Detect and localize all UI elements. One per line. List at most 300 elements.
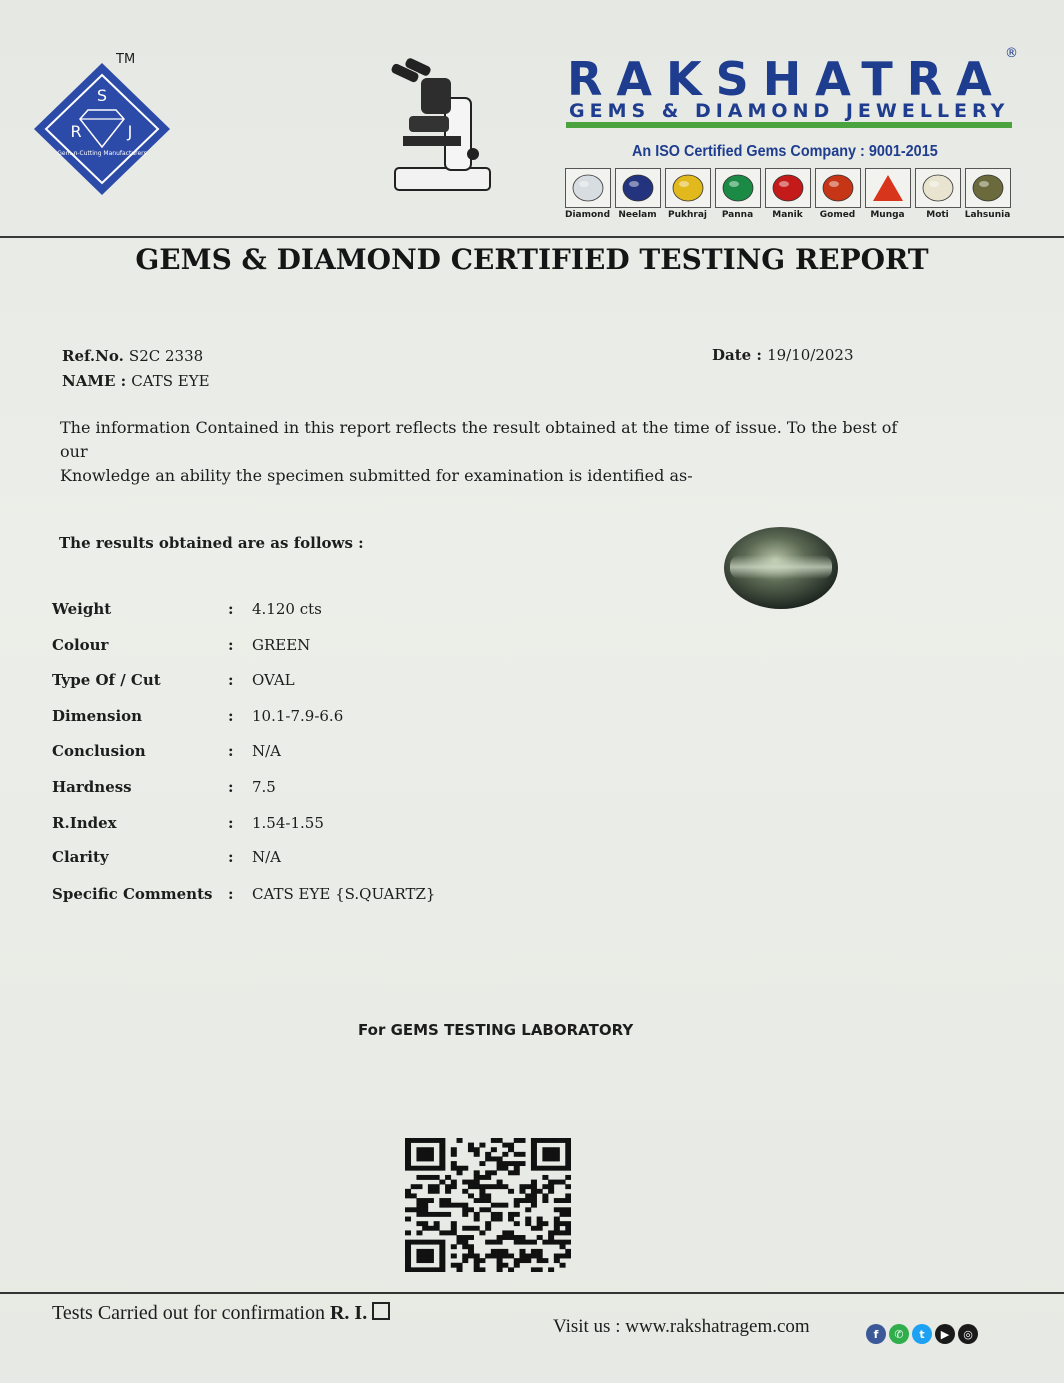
- qr-module: [405, 1267, 411, 1272]
- qr-module: [514, 1235, 520, 1240]
- qr-module: [519, 1189, 525, 1194]
- qr-module: [519, 1249, 525, 1254]
- gem-munga: [864, 168, 911, 220]
- qr-module: [531, 1138, 537, 1143]
- qr-module: [474, 1170, 480, 1175]
- qr-module: [554, 1180, 560, 1185]
- qr-module: [445, 1230, 451, 1235]
- qr-module: [457, 1138, 463, 1143]
- qr-module: [542, 1240, 548, 1245]
- qr-module: [474, 1263, 480, 1268]
- qr-module: [416, 1138, 422, 1143]
- qr-module: [474, 1175, 480, 1180]
- qr-module: [497, 1235, 503, 1240]
- qr-module: [554, 1226, 560, 1231]
- qr-module: [428, 1189, 434, 1194]
- qr-module: [565, 1138, 571, 1143]
- qr-module: [474, 1180, 480, 1185]
- qr-module: [502, 1143, 508, 1148]
- qr-module: [508, 1254, 514, 1259]
- qr-module: [422, 1152, 428, 1157]
- property-separator: :: [228, 884, 234, 903]
- qr-module: [428, 1147, 434, 1152]
- intro-line-2: Knowledge an ability the specimen submitted for examination is identified as-: [60, 466, 693, 485]
- property-separator: :: [228, 706, 234, 725]
- qr-module: [422, 1203, 428, 1208]
- qr-module: [491, 1212, 497, 1217]
- qr-module: [405, 1249, 411, 1254]
- qr-module: [445, 1189, 451, 1194]
- qr-module: [537, 1249, 543, 1254]
- qr-module: [416, 1212, 422, 1217]
- qr-module: [502, 1161, 508, 1166]
- date-label: Date :: [712, 346, 762, 364]
- qr-module: [565, 1184, 571, 1189]
- qr-module: [565, 1226, 571, 1231]
- report-title: GEMS & DIAMOND CERTIFIED TESTING REPORT: [135, 243, 929, 276]
- qr-module: [411, 1207, 417, 1212]
- qr-module: [554, 1166, 560, 1171]
- qr-module: [519, 1258, 525, 1263]
- qr-module: [462, 1203, 468, 1208]
- qr-module: [565, 1207, 571, 1212]
- qr-module: [497, 1161, 503, 1166]
- qr-module: [479, 1161, 485, 1166]
- qr-module: [468, 1147, 474, 1152]
- qr-module: [439, 1143, 445, 1148]
- qr-module: [422, 1212, 428, 1217]
- qr-module: [439, 1138, 445, 1143]
- qr-module: [457, 1203, 463, 1208]
- qr-module: [416, 1156, 422, 1161]
- qr-module: [560, 1198, 566, 1203]
- qr-module: [491, 1203, 497, 1208]
- qr-module: [548, 1184, 554, 1189]
- qr-module: [508, 1161, 514, 1166]
- qr-module: [531, 1156, 537, 1161]
- social-icons: [866, 1324, 978, 1344]
- qr-module: [439, 1152, 445, 1157]
- qr-code: [405, 1138, 571, 1272]
- qr-module: [416, 1221, 422, 1226]
- tests-bold: R. I.: [329, 1302, 368, 1324]
- qr-module: [485, 1193, 491, 1198]
- qr-module: [542, 1198, 548, 1203]
- qr-module: [416, 1147, 422, 1152]
- tests-note: [52, 1302, 390, 1325]
- ref-value: S2C 2338: [128, 347, 204, 365]
- qr-module: [474, 1258, 480, 1263]
- qr-module: [531, 1203, 537, 1208]
- qr-module: [502, 1249, 508, 1254]
- gem-icon: [965, 168, 1011, 208]
- svg-text:J: J: [127, 122, 133, 141]
- qr-module: [434, 1184, 440, 1189]
- qr-module: [468, 1254, 474, 1259]
- qr-module: [462, 1240, 468, 1245]
- qr-module: [560, 1254, 566, 1259]
- qr-module: [497, 1249, 503, 1254]
- name-value: CATS EYE: [131, 372, 210, 390]
- qr-module: [491, 1240, 497, 1245]
- qr-module: [428, 1226, 434, 1231]
- qr-module: [502, 1203, 508, 1208]
- qr-module: [445, 1212, 451, 1217]
- qr-module: [405, 1230, 411, 1235]
- qr-module: [491, 1249, 497, 1254]
- qr-module: [565, 1198, 571, 1203]
- property-separator: :: [228, 778, 234, 796]
- qr-module: [479, 1198, 485, 1203]
- qr-module: [502, 1184, 508, 1189]
- qr-module: [519, 1152, 525, 1157]
- svg-text:Gem-n-Cutting Manufacturers: Gem-n-Cutting Manufacturers: [57, 150, 147, 157]
- qr-module: [497, 1184, 503, 1189]
- qr-module: [531, 1189, 537, 1194]
- gem-gomed: [814, 168, 861, 220]
- tests-text: Tests Carried out for confirmation: [52, 1302, 325, 1324]
- qr-module: [405, 1138, 411, 1143]
- qr-module: [542, 1166, 548, 1171]
- whatsapp-icon[interactable]: ✆: [889, 1324, 909, 1344]
- lab-signature-line: For GEMS TESTING LABORATORY: [358, 1021, 634, 1039]
- qr-module: [422, 1147, 428, 1152]
- qr-module: [462, 1254, 468, 1259]
- qr-module: [542, 1175, 548, 1180]
- qr-module: [405, 1193, 411, 1198]
- qr-module: [565, 1230, 571, 1235]
- gem-lahsunia: [964, 168, 1011, 220]
- qr-module: [451, 1161, 457, 1166]
- qr-module: [548, 1152, 554, 1157]
- qr-module: [560, 1207, 566, 1212]
- qr-module: [560, 1138, 566, 1143]
- gem-icon: [815, 168, 861, 208]
- qr-module: [542, 1138, 548, 1143]
- qr-module: [542, 1221, 548, 1226]
- gem-label: Manik: [772, 210, 803, 220]
- qr-module: [565, 1166, 571, 1171]
- property-separator: :: [228, 671, 234, 690]
- tagline-underline: [566, 122, 1012, 128]
- qr-module: [548, 1156, 554, 1161]
- qr-module: [565, 1254, 571, 1259]
- qr-module: [548, 1189, 554, 1194]
- qr-module: [422, 1249, 428, 1254]
- qr-module: [508, 1189, 514, 1194]
- qr-module: [422, 1156, 428, 1161]
- qr-module: [565, 1249, 571, 1254]
- intro-paragraph: [60, 416, 930, 488]
- qr-module: [542, 1152, 548, 1157]
- qr-module: [434, 1212, 440, 1217]
- qr-module: [531, 1161, 537, 1166]
- qr-module: [497, 1258, 503, 1263]
- property-label: Clarity: [52, 848, 109, 867]
- qr-module: [439, 1166, 445, 1171]
- gem-label: Gomed: [819, 210, 856, 220]
- qr-module: [491, 1156, 497, 1161]
- qr-module: [537, 1267, 543, 1272]
- qr-module: [531, 1249, 537, 1254]
- qr-module: [422, 1258, 428, 1263]
- qr-module: [439, 1267, 445, 1272]
- qr-module: [422, 1254, 428, 1259]
- qr-module: [416, 1240, 422, 1245]
- qr-module: [422, 1240, 428, 1245]
- qr-module: [502, 1254, 508, 1259]
- qr-module: [554, 1156, 560, 1161]
- qr-module: [497, 1203, 503, 1208]
- qr-module: [514, 1258, 520, 1263]
- gem-manik: [764, 168, 811, 220]
- footer-divider: [0, 1292, 1064, 1294]
- qr-module: [479, 1207, 485, 1212]
- qr-module: [554, 1198, 560, 1203]
- qr-module: [497, 1212, 503, 1217]
- qr-module: [428, 1166, 434, 1171]
- gem-icon: [865, 168, 911, 208]
- qr-module: [548, 1180, 554, 1185]
- qr-module: [439, 1203, 445, 1208]
- qr-module: [462, 1235, 468, 1240]
- qr-module: [554, 1217, 560, 1222]
- qr-module: [451, 1263, 457, 1268]
- qr-module: [439, 1230, 445, 1235]
- qr-module: [531, 1166, 537, 1171]
- qr-module: [439, 1161, 445, 1166]
- qr-module: [405, 1156, 411, 1161]
- qr-module: [422, 1166, 428, 1171]
- property-label: Type Of / Cut: [52, 671, 161, 690]
- qr-module: [519, 1161, 525, 1166]
- qr-module: [474, 1226, 480, 1231]
- qr-module: [479, 1175, 485, 1180]
- qr-module: [525, 1193, 531, 1198]
- qr-module: [525, 1207, 531, 1212]
- qr-module: [445, 1198, 451, 1203]
- gem-label: Diamond: [564, 210, 611, 220]
- youtube-icon[interactable]: ▶: [935, 1324, 955, 1344]
- qr-module: [525, 1198, 531, 1203]
- iso-certification: An ISO Certified Gems Company : 9001-2015: [632, 143, 938, 160]
- qr-module: [560, 1212, 566, 1217]
- qr-module: [439, 1212, 445, 1217]
- qr-module: [565, 1147, 571, 1152]
- qr-module: [491, 1170, 497, 1175]
- qr-module: [565, 1193, 571, 1198]
- property-value: 4.120 cts: [252, 600, 322, 618]
- qr-module: [474, 1198, 480, 1203]
- qr-module: [542, 1184, 548, 1189]
- qr-module: [422, 1198, 428, 1203]
- qr-module: [508, 1267, 514, 1272]
- qr-module: [451, 1203, 457, 1208]
- qr-module: [422, 1267, 428, 1272]
- qr-module: [439, 1147, 445, 1152]
- property-value: 1.54-1.55: [252, 813, 324, 832]
- qr-module: [416, 1267, 422, 1272]
- qr-module: [514, 1212, 520, 1217]
- qr-module: [416, 1258, 422, 1263]
- qr-module: [531, 1267, 537, 1272]
- qr-module: [422, 1207, 428, 1212]
- checkbox-icon: [372, 1302, 390, 1320]
- property-value: 10.1-7.9-6.6: [252, 706, 344, 725]
- property-separator: :: [228, 742, 234, 761]
- microscope-icon: [385, 58, 495, 198]
- qr-module: [479, 1143, 485, 1148]
- qr-module: [485, 1170, 491, 1175]
- qr-module: [537, 1217, 543, 1222]
- qr-module: [422, 1175, 428, 1180]
- qr-module: [439, 1258, 445, 1263]
- qr-module: [537, 1166, 543, 1171]
- qr-module: [462, 1212, 468, 1217]
- instagram-icon[interactable]: ◎: [958, 1324, 978, 1344]
- qr-module: [474, 1152, 480, 1157]
- property-label: Colour: [52, 635, 109, 654]
- qr-module: [542, 1258, 548, 1263]
- qr-module: [497, 1156, 503, 1161]
- qr-module: [497, 1240, 503, 1245]
- qr-module: [451, 1180, 457, 1185]
- qr-module: [428, 1240, 434, 1245]
- property-value: N/A: [252, 742, 282, 761]
- qr-module: [405, 1166, 411, 1171]
- qr-module: [502, 1263, 508, 1268]
- qr-module: [485, 1226, 491, 1231]
- property-label: Specific Comments: [52, 884, 213, 903]
- qr-module: [416, 1198, 422, 1203]
- qr-module: [497, 1254, 503, 1259]
- gem-label: Panna: [721, 210, 754, 220]
- qr-module: [422, 1138, 428, 1143]
- company-logo: [30, 55, 180, 205]
- qr-module: [451, 1254, 457, 1259]
- qr-module: [497, 1263, 503, 1268]
- qr-module: [405, 1143, 411, 1148]
- qr-module: [405, 1161, 411, 1166]
- gem-label: Neelam: [618, 210, 657, 220]
- qr-module: [416, 1254, 422, 1259]
- qr-module: [468, 1235, 474, 1240]
- qr-module: [439, 1198, 445, 1203]
- qr-module: [474, 1217, 480, 1222]
- qr-module: [411, 1267, 417, 1272]
- qr-module: [491, 1217, 497, 1222]
- qr-module: [565, 1175, 571, 1180]
- ref-label: Ref.No.: [62, 347, 124, 365]
- twitter-icon[interactable]: t: [912, 1324, 932, 1344]
- property-label: Conclusion: [52, 742, 146, 761]
- qr-module: [485, 1254, 491, 1259]
- qr-module: [537, 1226, 543, 1231]
- qr-module: [479, 1267, 485, 1272]
- qr-module: [508, 1143, 514, 1148]
- qr-module: [445, 1203, 451, 1208]
- qr-module: [405, 1263, 411, 1268]
- qr-module: [457, 1263, 463, 1268]
- qr-module: [548, 1267, 554, 1272]
- gem-icon: [915, 168, 961, 208]
- gem-neelam: [614, 168, 661, 220]
- qr-module: [554, 1138, 560, 1143]
- qr-module: [457, 1235, 463, 1240]
- gem-strip: [564, 168, 1011, 220]
- qr-module: [502, 1230, 508, 1235]
- qr-module: [525, 1258, 531, 1263]
- qr-module: [502, 1166, 508, 1171]
- qr-module: [531, 1184, 537, 1189]
- qr-module: [462, 1258, 468, 1263]
- facebook-icon[interactable]: f: [866, 1324, 886, 1344]
- gem-icon: [615, 168, 661, 208]
- qr-module: [531, 1198, 537, 1203]
- qr-module: [542, 1193, 548, 1198]
- qr-module: [525, 1217, 531, 1222]
- qr-module: [565, 1240, 571, 1245]
- qr-module: [451, 1230, 457, 1235]
- qr-module: [405, 1152, 411, 1157]
- trademark-mark: TM: [116, 52, 136, 67]
- qr-module: [428, 1198, 434, 1203]
- qr-module: [422, 1226, 428, 1231]
- qr-module: [537, 1235, 543, 1240]
- qr-module: [439, 1240, 445, 1245]
- qr-module: [405, 1258, 411, 1263]
- qr-module: [468, 1193, 474, 1198]
- property-value: N/A: [252, 848, 282, 867]
- qr-module: [457, 1267, 463, 1272]
- qr-module: [405, 1217, 411, 1222]
- header-divider: [0, 236, 1064, 238]
- qr-module: [468, 1226, 474, 1231]
- qr-module: [485, 1156, 491, 1161]
- property-separator: :: [228, 813, 234, 832]
- qr-module: [468, 1244, 474, 1249]
- gem-icon: [565, 168, 611, 208]
- qr-module: [434, 1166, 440, 1171]
- qr-module: [560, 1263, 566, 1268]
- gem-icon: [665, 168, 711, 208]
- qr-module: [548, 1240, 554, 1245]
- qr-module: [508, 1212, 514, 1217]
- qr-module: [514, 1263, 520, 1268]
- qr-module: [542, 1147, 548, 1152]
- qr-module: [405, 1244, 411, 1249]
- qr-module: [485, 1207, 491, 1212]
- qr-module: [485, 1152, 491, 1157]
- qr-module: [416, 1152, 422, 1157]
- qr-module: [439, 1249, 445, 1254]
- qr-module: [445, 1184, 451, 1189]
- qr-module: [537, 1254, 543, 1259]
- qr-module: [508, 1235, 514, 1240]
- qr-module: [514, 1203, 520, 1208]
- gem-label: Moti: [926, 210, 949, 220]
- intro-line-1: The information Contained in this report reflects the result obtained at the time of issue. To the best of our: [60, 418, 898, 461]
- qr-module: [462, 1244, 468, 1249]
- website-link[interactable]: Visit us : www.rakshatragem.com: [553, 1316, 810, 1337]
- qr-module: [468, 1180, 474, 1185]
- qr-module: [565, 1143, 571, 1148]
- qr-module: [462, 1226, 468, 1231]
- qr-module: [514, 1170, 520, 1175]
- gem-label: Munga: [870, 210, 905, 220]
- qr-module: [405, 1254, 411, 1259]
- qr-module: [554, 1207, 560, 1212]
